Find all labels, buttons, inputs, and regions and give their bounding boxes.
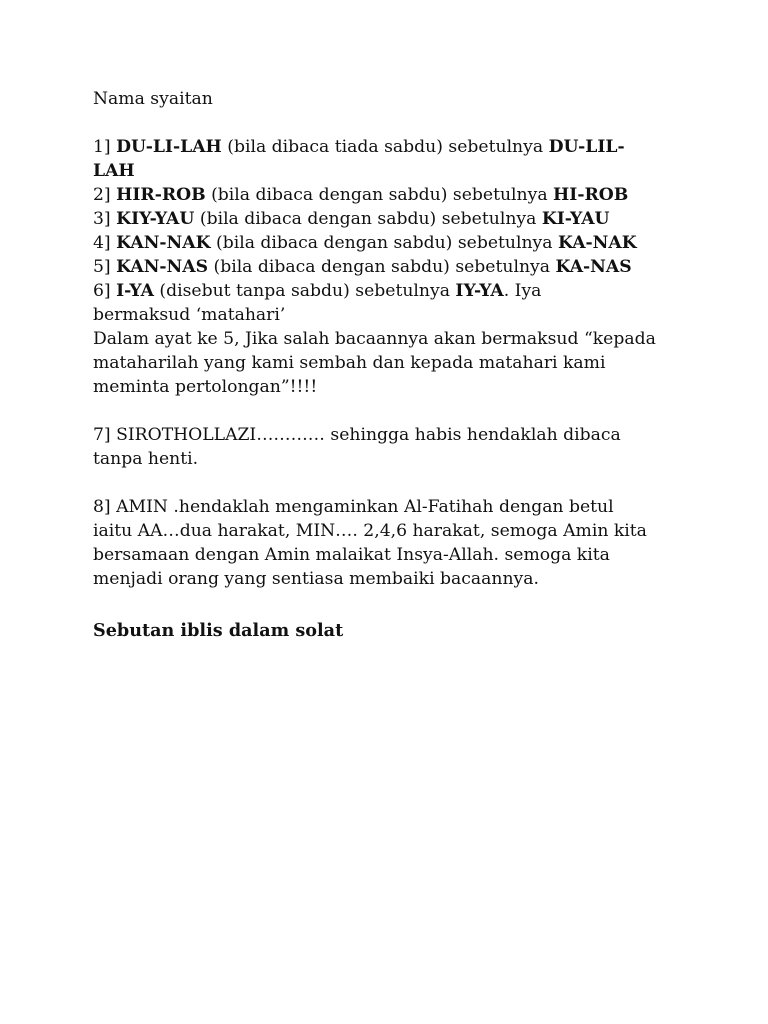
spacer <box>93 399 693 423</box>
spacer <box>93 111 693 135</box>
section-heading: Sebutan iblis dalam solat <box>93 620 344 641</box>
paragraph-line: iaitu AA…dua harakat, MIN…. 2,4,6 harakat, semoga Amin kita <box>93 521 647 541</box>
correct-pronunciation: HI-ROB <box>553 185 629 205</box>
item-number: 4] <box>93 233 111 253</box>
document-page <box>93 87 693 643</box>
item-note: (bila dibaca tiada sabdu) sebetulnya <box>227 137 544 157</box>
item-number: 6] <box>93 281 111 301</box>
paragraph-line: 8] AMIN .hendaklah mengaminkan Al-Fatihah dengan betul <box>93 497 614 517</box>
item-number: 1] <box>93 137 111 157</box>
spacer <box>93 591 693 615</box>
correct-pronunciation: DU-LIL- <box>548 137 625 157</box>
list-item-1 <box>93 135 693 159</box>
paragraph-line: mataharilah yang kami sembah dan kepada matahari kami <box>93 353 606 373</box>
item-tail: . Iya <box>503 281 542 301</box>
wrong-pronunciation: KAN-NAS <box>116 257 209 277</box>
item-note: (bila dibaca dengan sabdu) sebetulnya <box>199 209 537 229</box>
list-item-6 <box>93 279 693 303</box>
correct-pronunciation: IY-YA <box>455 281 504 301</box>
item-note: (bila dibaca dengan sabdu) sebetulnya <box>213 257 550 277</box>
correct-pronunciation: KI-YAU <box>541 209 610 229</box>
wrong-pronunciation: DU-LI-LAH <box>116 137 222 157</box>
item-note: (disebut tanpa sabdu) sebetulnya <box>159 281 450 301</box>
paragraph-line: tanpa henti. <box>93 449 199 469</box>
paragraph-line: Dalam ayat ke 5, Jika salah bacaannya akan bermaksud “kepada <box>93 329 656 349</box>
paragraph-line: menjadi orang yang sentiasa membaiki bacaannya. <box>93 569 539 589</box>
item-note: (bila dibaca dengan sabdu) sebetulnya <box>211 185 548 205</box>
paragraph-line: 7] SIROTHOLLAZI………… sehingga habis hendaklah dibaca <box>93 425 621 445</box>
wrong-pronunciation: KAN-NAK <box>116 233 211 253</box>
item-number: 3] <box>93 209 111 229</box>
correct-pronunciation: KA-NAS <box>555 257 632 277</box>
wrong-pronunciation: KIY-YAU <box>116 209 195 229</box>
list-item-2 <box>93 183 693 207</box>
list-item-5 <box>93 255 693 279</box>
list-item-3 <box>93 207 693 231</box>
item-number: 2] <box>93 185 111 205</box>
paragraph-line: bersamaan dengan Amin malaikat Insya-Allah. semoga kita <box>93 545 610 565</box>
item-6-continued: bermaksud ‘matahari’ <box>93 305 286 325</box>
item-note: (bila dibaca dengan sabdu) sebetulnya <box>216 233 553 253</box>
wrong-pronunciation: HIR-ROB <box>116 185 206 205</box>
list-item-4 <box>93 231 693 255</box>
paragraph-line: meminta pertolongan”!!!! <box>93 377 318 397</box>
item-number: 5] <box>93 257 111 277</box>
doc-title: Nama syaitan <box>93 89 213 109</box>
correct-pronunciation-continued: LAH <box>93 161 135 181</box>
correct-pronunciation: KA-NAK <box>557 233 637 253</box>
wrong-pronunciation: I-YA <box>116 281 154 301</box>
spacer <box>93 471 693 495</box>
